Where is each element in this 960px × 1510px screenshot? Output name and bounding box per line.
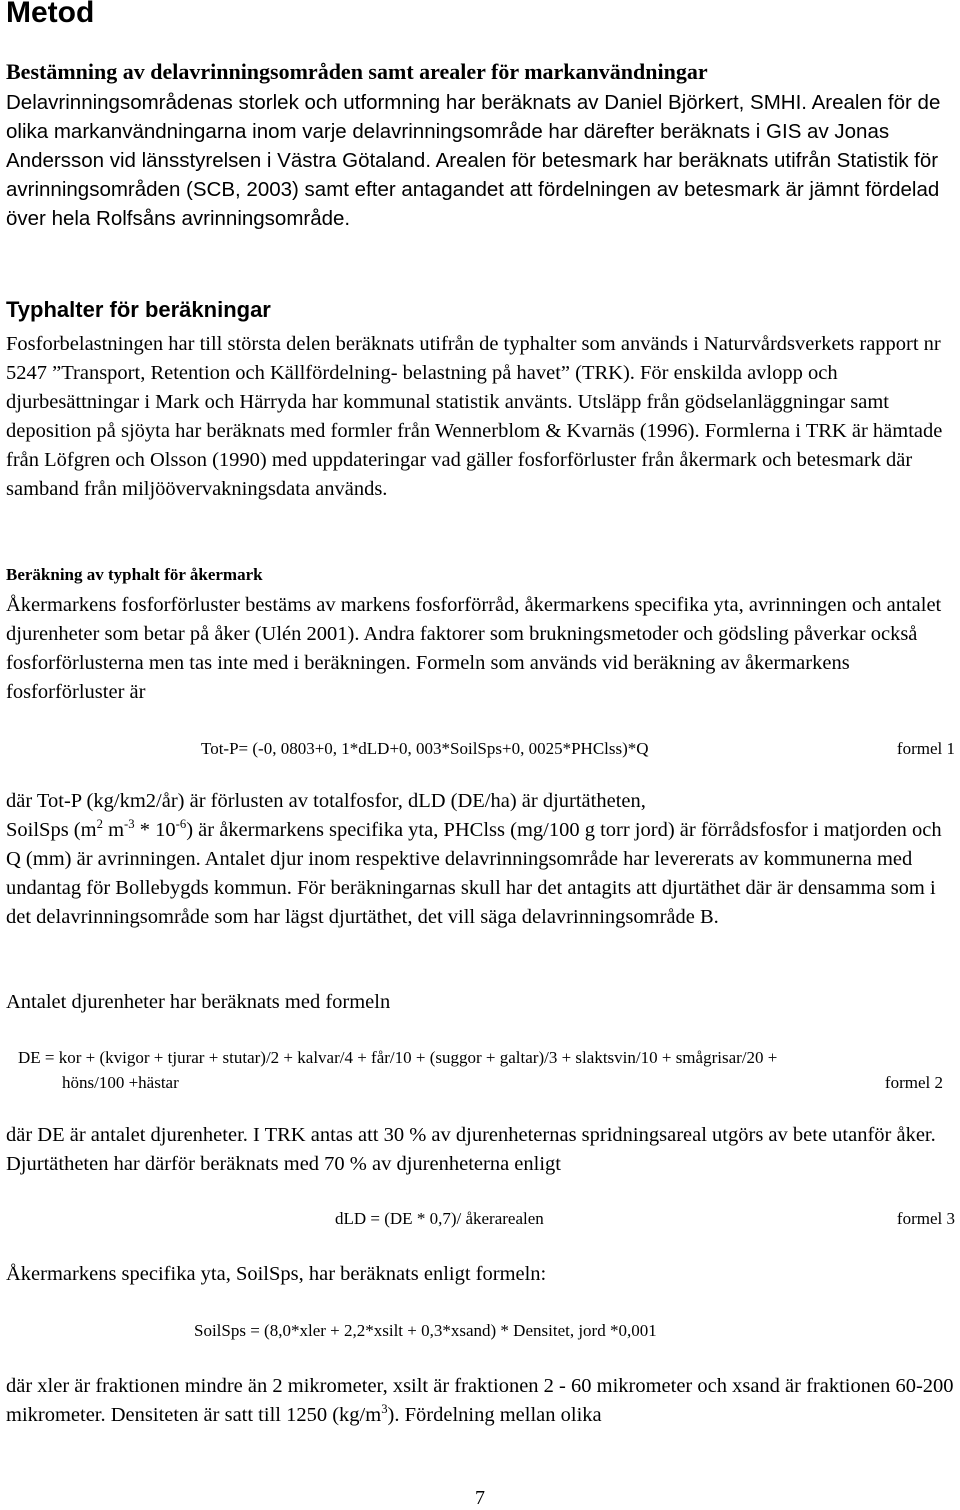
page-title: Metod (6, 0, 95, 29)
formula-2-line-1: DE = kor + (kvigor + tjurar + stutar)/2 + kalvar/4 + får/10 + (suggor + galtar)/3 + slaktsvin/10 + smågrisar/20 + (18, 1048, 778, 1067)
fractions-text-a: där xler är fraktionen mindre än 2 mikrometer, xsilt är fraktionen 2 - 60 mikrometer och xsand är fraktionen 60-200 mikrometer. Densiteten är satt till 1250 (kg/m (6, 1375, 954, 1426)
explanation-text-c: m (102, 819, 125, 841)
superscript-minus-3: -3 (124, 817, 135, 832)
paragraph-de-explanation: där DE är antalet djurenheter. I TRK antas att 30 % av djurenheternas spridningsareal utgörs av bete utanför åker. Djurtätheten har därför beräknats med 70 % av djurenheterna enligt (6, 1124, 936, 1175)
paragraph-de-intro: Antalet djurenheter har beräknats med formeln (6, 991, 391, 1013)
superscript-3: 3 (381, 1402, 388, 1417)
formula-1-label: formel 1 (896, 739, 955, 758)
formula-3: dLD = (DE * 0,7)/ åkerarealen (335, 1209, 544, 1228)
formula-4: SoilSps = (8,0*xler + 2,2*xsilt + 0,3*xsand) * Densitet, jord *0,001 (194, 1321, 657, 1340)
superscript-2: 2 (96, 817, 103, 832)
section-heading-delavrinning: Bestämning av delavrinningsområden samt arealer för markanvändningar (6, 59, 708, 84)
paragraph-akermark-intro: Åkermarkens fosforförluster bestäms av markens fosforförråd, åkermarkens specifika yta, avrinningen och antalet djurenheter som betar på åker (Ulén 2001). Andra faktorer som brukningsmetoder och gödsling påverkar också fosforförlusterna men tas inte med i beräkningen. Formeln som används vid beräkning av åkermarkens fosforförluster är (6, 594, 942, 703)
formula-2-label: formel 2 (884, 1073, 943, 1092)
explanation-text-d: * 10 (134, 819, 176, 841)
paragraph-typhalter: Fosforbelastningen har till största delen beräknats utifrån de typhalter som används i Naturvårdsverkets rapport nr 5247 ”Transport, Retention och Källfördelning- belastning på havet” (TRK). För enskilda avlopp och djurbesättningar i Mark och Härryda har kommunal statistik använts. Utsläpp från gödselanläggningar samt deposition på sjöyta har beräknats med formler från Wennerblom & Kvarnäs (1996). Formlerna i TRK är hämtade från Löfgren och Olsson (1990) med uppdateringar vad gäller fosforförluster från åkermark och betesmark där samband från miljöövervakningsdata används. (6, 333, 943, 500)
section-heading-typhalter: Typhalter för beräkningar (6, 297, 271, 322)
paragraph-formula-explanation (6, 787, 954, 932)
paragraph-delavrinning: Delavrinningsområdenas storlek och utformning har beräknats av Daniel Björkert, SMHI. Arealen för de olika markanvändningarna inom varje delavrinningsområde har därefter beräknats i GIS av Jonas Andersson vid länsstyrelsen i Västra Götaland. Arealen för betesmark har beräknats utifrån Statistik för avrinningsområden (SCB, 2003) samt efter antagandet att fördelningen av betesmark är jämnt fördelad över hela Rolfsåns avrinningsområde. (6, 91, 941, 230)
explanation-text-b: SoilSps (m (6, 819, 97, 841)
formula-2-line-2: höns/100 +hästar (62, 1073, 179, 1092)
section-heading-akermark: Beräkning av typhalt för åkermark (6, 565, 263, 584)
formula-3-label: formel 3 (896, 1209, 955, 1228)
formula-1: Tot-P= (-0, 0803+0, 1*dLD+0, 003*SoilSps+0, 0025*PHClss)*Q (201, 739, 649, 758)
explanation-line-1: där Tot-P (kg/km2/år) är förlusten av totalfosfor, dLD (DE/ha) är djurtätheten, (6, 790, 646, 812)
explanation-text-e: ) är åkermarkens specifika yta, PHClss (mg/100 g torr jord) är förrådsfosfor i matjorden och Q (mm) är avrinningen. Antalet djur inom respektive delavrinningsområde har levererats av kommunerna med undantag för Bollebygds kommun. För beräkningarnas skull har det antagits att djurtäthet där är densamma som i det delavrinningsområde som har lägst djurtäthet, det vill säga delavrinningsområde B. (6, 819, 942, 928)
page-number: 7 (475, 1487, 485, 1509)
fractions-text-b: ). Fördelning mellan olika (387, 1404, 602, 1426)
superscript-minus-6: -6 (175, 817, 187, 832)
paragraph-fractions (6, 1372, 954, 1430)
paragraph-soilsps-intro: Åkermarkens specifika yta, SoilSps, har beräknats enligt formeln: (6, 1263, 547, 1285)
